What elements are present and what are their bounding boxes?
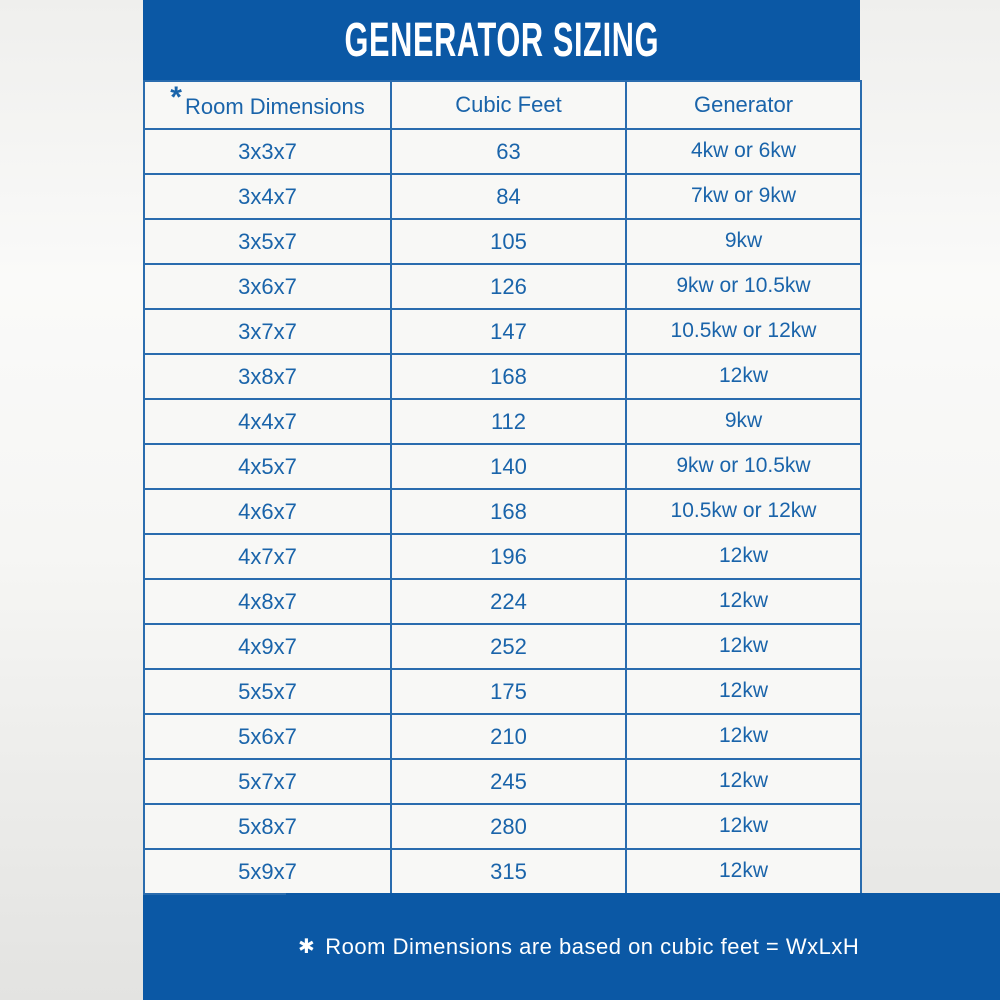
cubic-feet-cell: 196 — [391, 534, 626, 579]
table-row — [144, 714, 861, 759]
room-dimensions-cell: 5x7x7 — [144, 759, 391, 804]
table-row — [144, 669, 861, 714]
generator-cell: 12kw — [626, 579, 861, 624]
table-row — [144, 264, 861, 309]
table-row — [144, 849, 861, 894]
cubic-feet-cell: 105 — [391, 219, 626, 264]
cubic-feet-cell: 147 — [391, 309, 626, 354]
cubic-feet-cell: 63 — [391, 129, 626, 174]
table-row — [144, 399, 861, 444]
table-row — [144, 444, 861, 489]
generator-cell: 12kw — [626, 354, 861, 399]
title-banner — [143, 0, 860, 80]
header-row — [144, 81, 861, 129]
asterisk-marker: * — [170, 81, 182, 114]
table-row — [144, 579, 861, 624]
cubic-feet-cell: 280 — [391, 804, 626, 849]
generator-cell: 9kw — [626, 399, 861, 444]
generator-cell: 7kw or 9kw — [626, 174, 861, 219]
generator-cell: 12kw — [626, 759, 861, 804]
room-dimensions-cell: 4x6x7 — [144, 489, 391, 534]
room-dimensions-cell: 3x5x7 — [144, 219, 391, 264]
generator-cell: 12kw — [626, 804, 861, 849]
room-dimensions-cell: 4x7x7 — [144, 534, 391, 579]
generator-cell: 12kw — [626, 669, 861, 714]
cubic-feet-cell: 84 — [391, 174, 626, 219]
generator-cell: 9kw or 10.5kw — [626, 264, 861, 309]
cubic-feet-cell: 140 — [391, 444, 626, 489]
cubic-feet-cell: 112 — [391, 399, 626, 444]
generator-cell: 12kw — [626, 534, 861, 579]
table-row — [144, 219, 861, 264]
table-row — [144, 354, 861, 399]
cubic-feet-cell: 252 — [391, 624, 626, 669]
footnote-text: Room Dimensions are based on cubic feet = WxLxH — [325, 933, 860, 959]
generator-cell: 9kw or 10.5kw — [626, 444, 861, 489]
cubic-feet-cell: 315 — [391, 849, 626, 894]
generator-cell: 10.5kw or 12kw — [626, 489, 861, 534]
cubic-feet-cell: 126 — [391, 264, 626, 309]
room-dimensions-cell: 5x9x7 — [144, 849, 391, 894]
cubic-feet-cell: 168 — [391, 489, 626, 534]
generator-sizing-table — [143, 80, 862, 895]
cubic-feet-cell: 245 — [391, 759, 626, 804]
table-row — [144, 489, 861, 534]
page-title: GENERATOR SIZING — [344, 13, 659, 67]
cubic-feet-cell: 210 — [391, 714, 626, 759]
generator-cell: 4kw or 6kw — [626, 129, 861, 174]
footnote-asterisk-icon: ✱ — [298, 936, 316, 958]
header-generator: Generator — [626, 81, 861, 129]
header-cubic-feet: Cubic Feet — [391, 81, 626, 129]
room-dimensions-cell: 3x4x7 — [144, 174, 391, 219]
room-dimensions-cell: 3x6x7 — [144, 264, 391, 309]
table-row — [144, 804, 861, 849]
footnote — [286, 893, 1000, 1000]
room-dimensions-cell: 3x8x7 — [144, 354, 391, 399]
room-dimensions-cell: 3x7x7 — [144, 309, 391, 354]
generator-cell: 12kw — [626, 849, 861, 894]
room-dimensions-cell: 5x8x7 — [144, 804, 391, 849]
table-row — [144, 174, 861, 219]
generator-sizing-panel — [143, 0, 860, 1000]
generator-cell: 10.5kw or 12kw — [626, 309, 861, 354]
header-room-dimensions — [144, 81, 391, 129]
room-dimensions-cell: 5x6x7 — [144, 714, 391, 759]
room-dimensions-cell: 4x8x7 — [144, 579, 391, 624]
room-dimensions-cell: 4x9x7 — [144, 624, 391, 669]
room-dimensions-cell: 4x4x7 — [144, 399, 391, 444]
cubic-feet-cell: 224 — [391, 579, 626, 624]
table-row — [144, 624, 861, 669]
cubic-feet-cell: 168 — [391, 354, 626, 399]
table-row — [144, 309, 861, 354]
room-dimensions-cell: 3x3x7 — [144, 129, 391, 174]
generator-cell: 12kw — [626, 624, 861, 669]
header-room-dimensions-label: Room Dimensions — [184, 94, 365, 119]
generator-cell: 12kw — [626, 714, 861, 759]
table-row — [144, 759, 861, 804]
table-row — [144, 129, 861, 174]
cubic-feet-cell: 175 — [391, 669, 626, 714]
room-dimensions-cell: 5x5x7 — [144, 669, 391, 714]
room-dimensions-cell: 4x5x7 — [144, 444, 391, 489]
table-row — [144, 534, 861, 579]
generator-cell: 9kw — [626, 219, 861, 264]
